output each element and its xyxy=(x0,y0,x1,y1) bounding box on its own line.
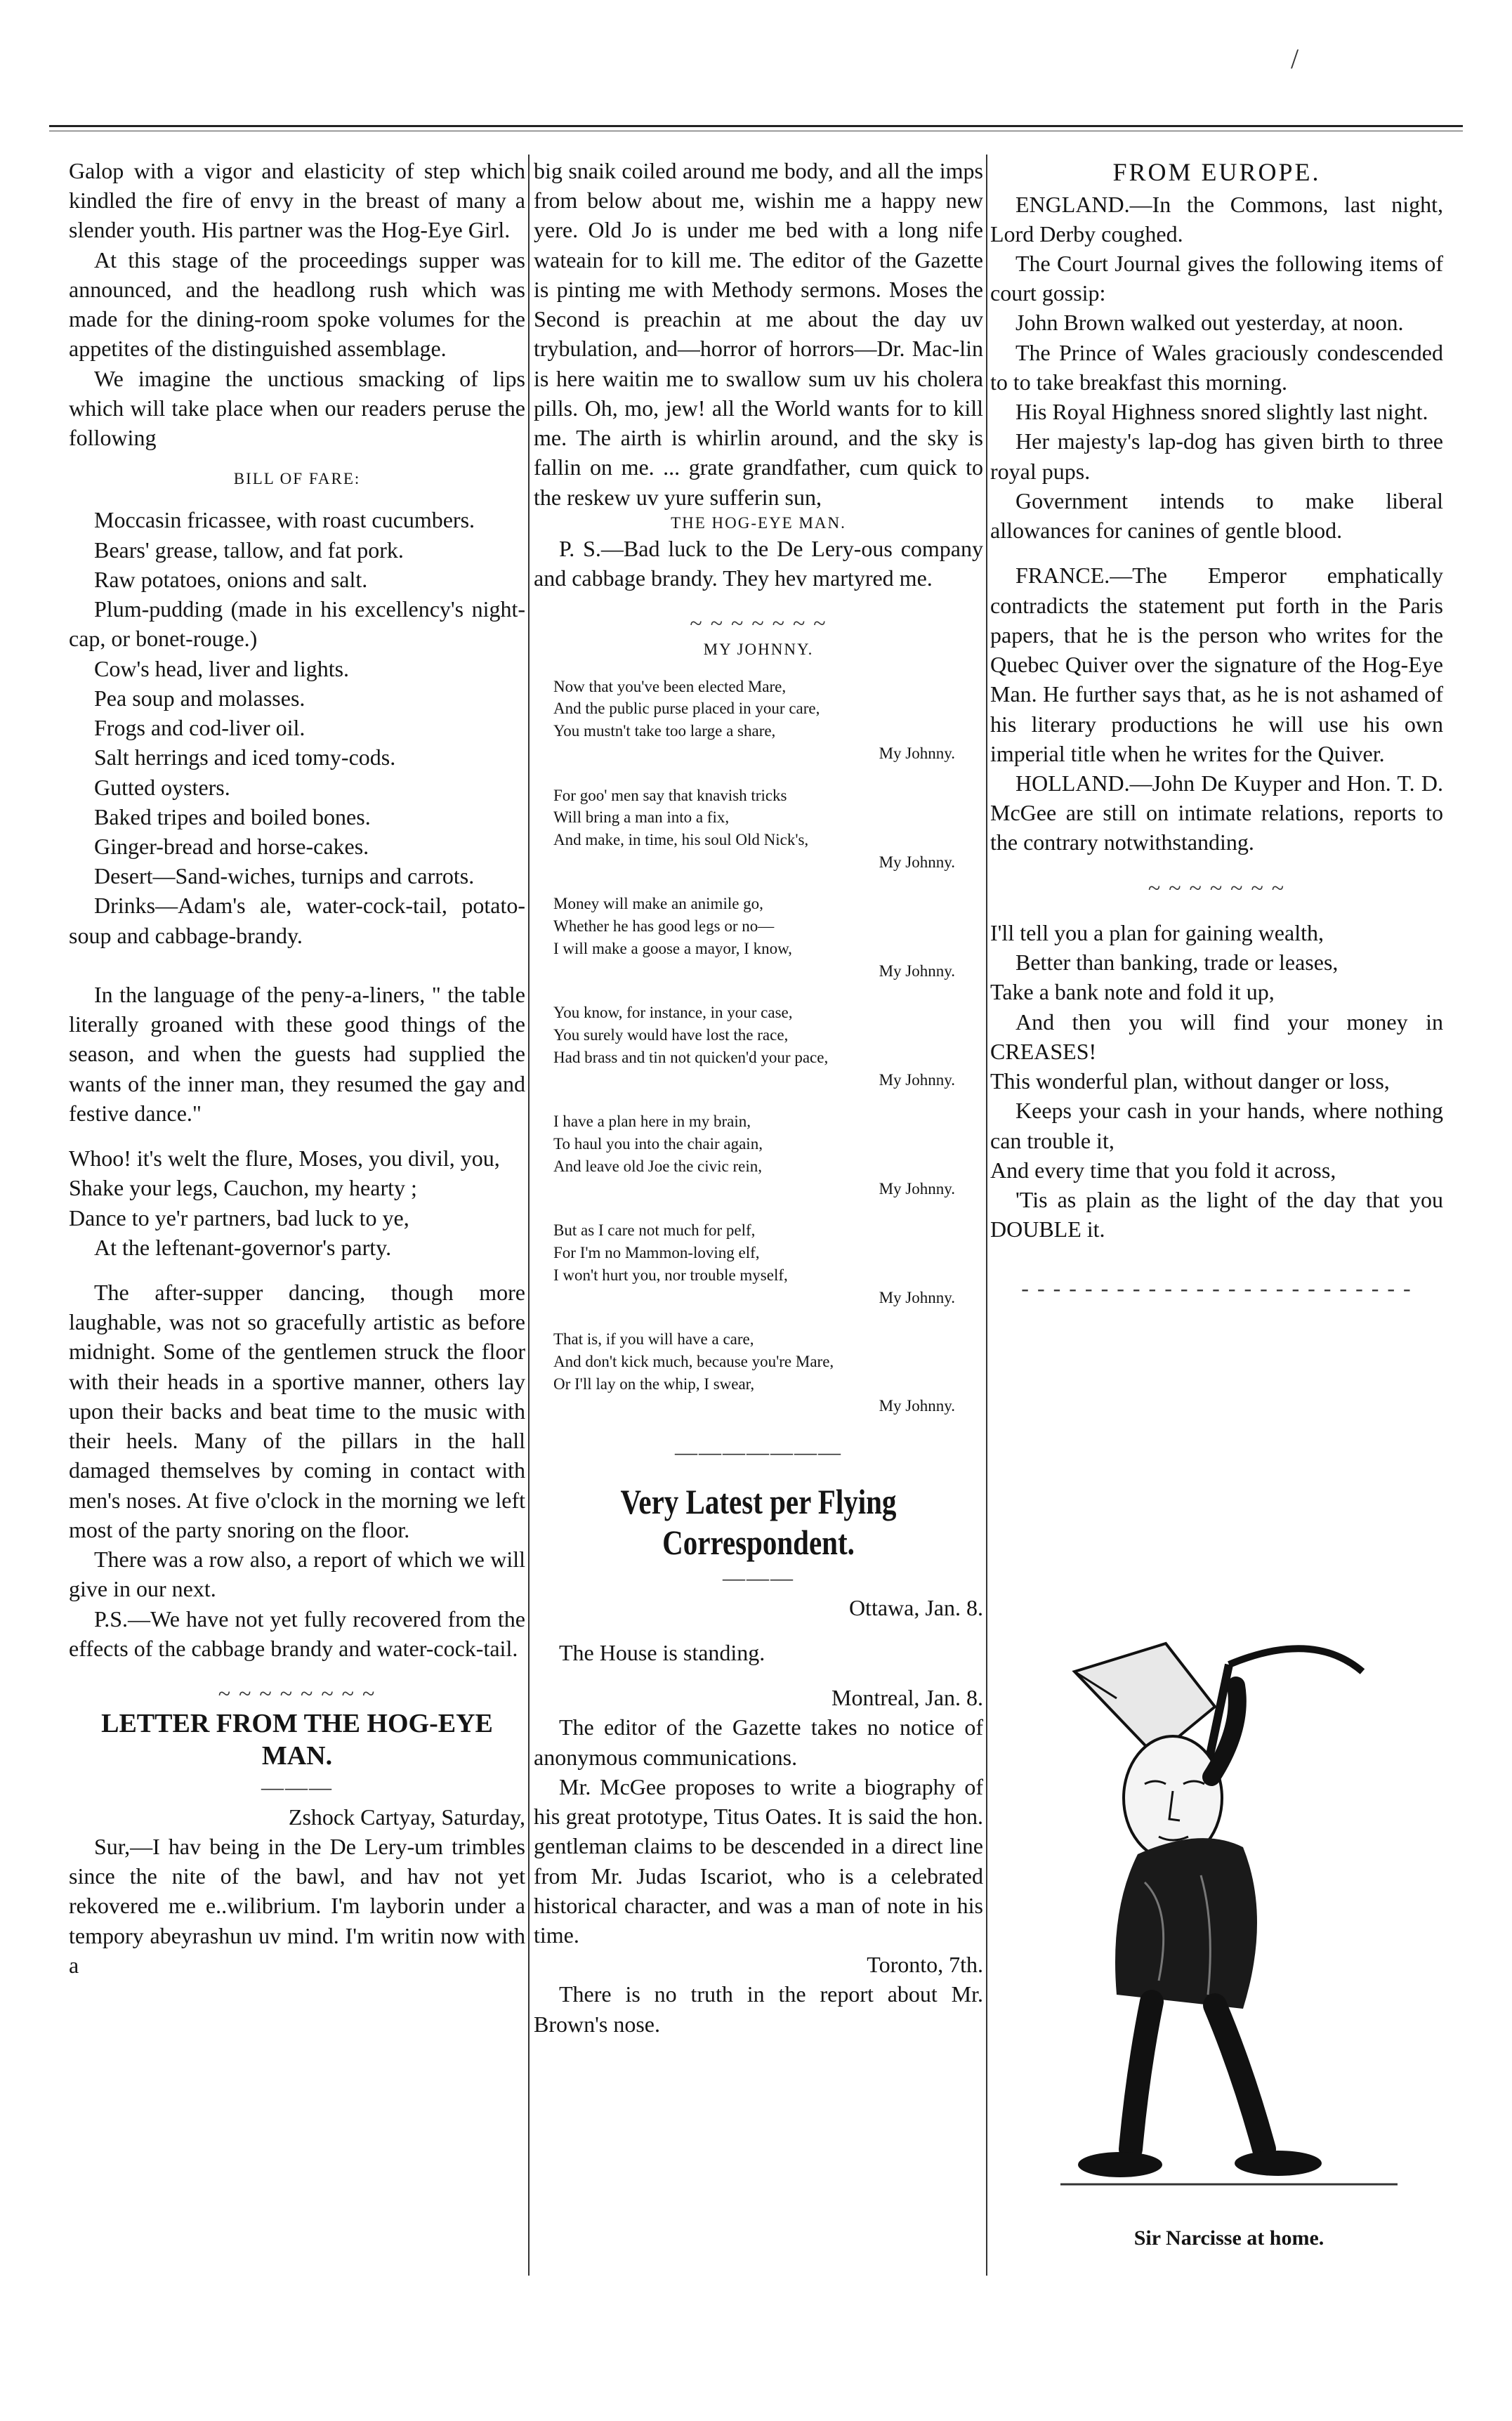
poem-line: Whether he has good legs or no— xyxy=(553,917,775,936)
poem-line: Will bring a man into a fix, xyxy=(553,808,730,827)
poem-line: And leave old Joe the civic rein, xyxy=(553,1157,762,1175)
poem-line: To haul you into the chair again, xyxy=(553,1135,763,1153)
poem-line: For I'm no Mammon-loving elf, xyxy=(553,1244,760,1262)
news-item: The Court Journal gives the following items of court gossip: xyxy=(990,250,1443,306)
poem-line: Or I'll lay on the whip, I swear, xyxy=(553,1374,755,1393)
poem-line: You know, for instance, in your case, xyxy=(553,1004,793,1022)
poem-line: And don't kick much, because you're Mare, xyxy=(553,1352,834,1370)
bill-of-fare-title: BILL OF FARE: xyxy=(233,470,361,488)
menu-item: Cow's head, liver and lights. xyxy=(94,655,350,681)
poem xyxy=(534,676,983,1418)
section-divider: ~ ~ ~ ~ ~ ~ ~ xyxy=(690,610,827,636)
paragraph: big snaik coiled around me body, and all the imps from below about me, wishin me a happy new yere. Old Jo is under me bed with a long nife wateain for to kill me. The editor of the Gazette is pinting me with Methody sermons. Moses the Second is preachin at me about the day uv trybulation, and—horror of horrors—Dr. Mac-lin is here waitin me to swallow sum uv his cholera pills. Oh, mo, jew! all the World wants for to kill me. The airth is whirlin around, and the sky is fallin on me. ... grate grandfather, cum quick to the reskew uv yure sufferin sun, xyxy=(534,158,983,510)
column-3 xyxy=(990,156,1443,1304)
signature: THE HOG-EYE MAN. xyxy=(671,513,846,532)
menu-item: Gutted oysters. xyxy=(94,774,230,800)
poem-refrain: My Johnny. xyxy=(879,962,955,980)
dateline: Ottawa, Jan. 8. xyxy=(848,1594,983,1620)
column-divider-2 xyxy=(986,155,987,2276)
short-rule: ——— xyxy=(261,1774,333,1800)
dateline: Montreal, Jan. 8. xyxy=(831,1685,983,1711)
news-item: Her majesty's lap-dog has given birth to three royal pups. xyxy=(990,428,1443,484)
poem-line: I won't hurt you, nor trouble myself, xyxy=(553,1266,788,1284)
menu-item: Baked tripes and boiled bones. xyxy=(94,803,371,829)
menu-item: Desert—Sand-wiches, turnips and carrots. xyxy=(94,863,475,889)
news-item: The Prince of Wales graciously condescended to to take breakfast this morning. xyxy=(990,339,1443,395)
menu-item: Plum-pudding (made in his excellency's night-cap, or bonet-rouge.) xyxy=(69,596,525,652)
news-item: John Brown walked out yesterday, at noon. xyxy=(1015,310,1404,336)
dateline: Zshock Cartyay, Saturday, xyxy=(288,1804,525,1830)
menu-item: Ginger-bread and horse-cakes. xyxy=(94,833,369,859)
paragraph: The after-supper dancing, though more laughable, was not so gracefully artistic as before midnight. Some of the gentlemen struck the floor with their heads in a sportive manner, others lay upon their backs and beat time to the music with their heels. Many of the pillars in the hall damaged themselves by coming in contact with men's noses. At five o'clock in the morning we left most of the party snoring on the floor. xyxy=(69,1280,525,1542)
news-item: The House is standing. xyxy=(559,1639,765,1665)
news-item: FRANCE.—The Emperor emphatically contradicts the statement put forth in the Paris papers, that he is the person who writes for the Quebec Quiver over the signature of the Hog-Eye Man. He further says that, as he is not ashamed of his literary productions he will use his own imperial title when he writes for the Quiver. xyxy=(990,563,1443,766)
column-1 xyxy=(69,156,525,1980)
stanza xyxy=(553,676,983,765)
section-divider: ~ ~ ~ ~ ~ ~ ~ ~ xyxy=(218,1681,376,1707)
poem-line: You surely would have lost the race, xyxy=(553,1026,789,1044)
section-divider: ——————— xyxy=(675,1439,842,1465)
verse-line: And then you will find your money in CREASES! xyxy=(990,1009,1443,1064)
short-rule: ——— xyxy=(723,1565,794,1591)
poem-line: You mustn't take too large a share, xyxy=(553,722,776,740)
section-divider: ~ ~ ~ ~ ~ ~ ~ xyxy=(1148,874,1286,900)
paragraph: We imagine the unctious smacking of lips which will take place when our readers peruse the following xyxy=(69,365,525,451)
verse-line: Whoo! it's welt the flure, Moses, you divil, you, xyxy=(69,1146,500,1172)
poem-refrain: My Johnny. xyxy=(879,1179,955,1198)
paragraph: In the language of the peny-a-liners, " the table literally groaned with these good things of the season, and when the guests had supplied the wants of the inner man, they resumed the gay and festive dance." xyxy=(69,981,525,1126)
letter-paragraph: Sur,—I hav being in the De Lery-um trimbles since the nite of the bawl, and hav not yet rekovered me e..wilibrium. I'm layborin under a tempory abeyrashun uv mind. I'm writin now with a xyxy=(69,1833,525,1978)
menu-item: Pea soup and molasses. xyxy=(94,685,305,711)
poem-refrain: My Johnny. xyxy=(879,744,955,762)
column-2 xyxy=(534,156,983,2039)
stanza xyxy=(553,1002,983,1091)
verse-line: At the leftenant-governor's party. xyxy=(94,1234,392,1260)
stanza xyxy=(553,785,983,874)
stanza xyxy=(553,893,983,982)
menu-item: Moccasin fricassee, with roast cucumbers. xyxy=(94,507,475,533)
menu-item: Frogs and cod-liver oil. xyxy=(94,715,305,741)
verse-line: 'Tis as plain as the light of the day that you DOUBLE it. xyxy=(990,1187,1443,1242)
europe-title: FROM EUROPE. xyxy=(1112,158,1321,186)
poem-refrain: My Johnny. xyxy=(879,1397,955,1415)
letter-title: LETTER FROM THE HOG-EYE MAN. xyxy=(101,1709,493,1771)
caricature-illustration xyxy=(1032,1615,1426,2205)
column-divider-1 xyxy=(528,155,530,2276)
dateline: Toronto, 7th. xyxy=(867,1952,983,1978)
poem-line: That is, if you will have a care, xyxy=(553,1330,754,1349)
poem-line: Money will make an animile go, xyxy=(553,895,763,913)
poem-line: I have a plan here in my brain, xyxy=(553,1113,751,1131)
verse-line: And every time that you fold it across, xyxy=(990,1157,1336,1183)
menu-item: Drinks—Adam's ale, water-cock-tail, potato-soup and cabbage-brandy. xyxy=(69,893,525,948)
section-divider: - - - - - - - - - - - - - - - - - - - - - - - - - xyxy=(1021,1275,1412,1301)
poem-line: But as I care not much for pelf, xyxy=(553,1221,756,1240)
news-item: There is no truth in the report about Mr. Brown's nose. xyxy=(534,1981,983,2037)
paragraph: At this stage of the proceedings supper was announced, and the headlong rush which was made for the dining-room spoke volumes for the appetites of the distinguished assemblage. xyxy=(69,247,525,362)
poem-line: Had brass and tin not quicken'd your pace, xyxy=(553,1048,829,1066)
verse-line: Take a bank note and fold it up, xyxy=(990,979,1275,1005)
news-item: His Royal Highness snored slightly last night. xyxy=(1015,399,1428,425)
verse-line: Keeps your cash in your hands, where nothing can trouble it, xyxy=(990,1098,1443,1153)
news-item: Mr. McGee proposes to write a biography of his great prototype, Titus Oates. It is said the hon. gentleman claims to be descended in a direct line from Mr. Judas Iscariot, who is a celebrated historical character, and was a man of note in his time. xyxy=(534,1773,983,1948)
news-item: ENGLAND.—In the Commons, last night, Lord Derby coughed. xyxy=(990,191,1443,247)
poem-refrain: My Johnny. xyxy=(879,1288,955,1306)
verse-line: I'll tell you a plan for gaining wealth, xyxy=(990,919,1324,945)
illustration-caption: Sir Narcisse at home. xyxy=(1133,2226,1324,2250)
news-item: Government intends to make liberal allowances for canines of gentle blood. xyxy=(990,487,1443,544)
paragraph: P.S.—We have not yet fully recovered from the effects of the cabbage brandy and water-cock-tail. xyxy=(69,1606,525,1661)
verse-line: Dance to ye'r partners, bad luck to ye, xyxy=(69,1205,409,1231)
news-item: HOLLAND.—John De Kuyper and Hon. T. D. McGee are still on intimate relations, reports to the contrary notwithstanding. xyxy=(990,770,1443,855)
latest-news-title: Very Latest per Flying Correspondent. xyxy=(620,1482,897,1562)
poem-line: And the public purse placed in your care, xyxy=(553,700,820,718)
poem-refrain: My Johnny. xyxy=(879,853,955,871)
poem-refrain: My Johnny. xyxy=(879,1070,955,1089)
verse-line: Shake your legs, Cauchon, my hearty ; xyxy=(69,1175,417,1201)
verse-line: This wonderful plan, without danger or loss, xyxy=(990,1068,1390,1094)
poem-line: For goo' men say that knavish tricks xyxy=(553,786,787,804)
menu-item: Raw potatoes, onions and salt. xyxy=(94,566,368,592)
stanza xyxy=(553,1328,983,1417)
poem-title: MY JOHNNY. xyxy=(703,640,814,658)
menu-item: Salt herrings and iced tomy-cods. xyxy=(94,744,396,770)
news-item: The editor of the Gazette takes no notice of anonymous communications. xyxy=(534,1714,983,1770)
postscript: P. S.—Bad luck to the De Lery-ous company and cabbage brandy. They hev martyred me. xyxy=(534,535,983,591)
paragraph: Galop with a vigor and elasticity of step which kindled the fire of envy in the breast of many a slender youth. His partner was the Hog-Eye Girl. xyxy=(69,158,525,243)
header-rule xyxy=(49,125,1463,127)
paragraph: There was a row also, a report of which we will give in our next. xyxy=(69,1547,525,1602)
verse-line: Better than banking, trade or leases, xyxy=(1015,950,1339,976)
stanza xyxy=(553,1110,983,1200)
poem-line: Now that you've been elected Mare, xyxy=(553,677,787,695)
poem-line: I will make a goose a mayor, I know, xyxy=(553,939,792,957)
stanza xyxy=(553,1219,983,1308)
poem-line: And make, in time, his soul Old Nick's, xyxy=(553,831,809,849)
menu-item: Bears' grease, tallow, and fat pork. xyxy=(94,537,404,563)
page-mark: / xyxy=(1291,43,1299,74)
